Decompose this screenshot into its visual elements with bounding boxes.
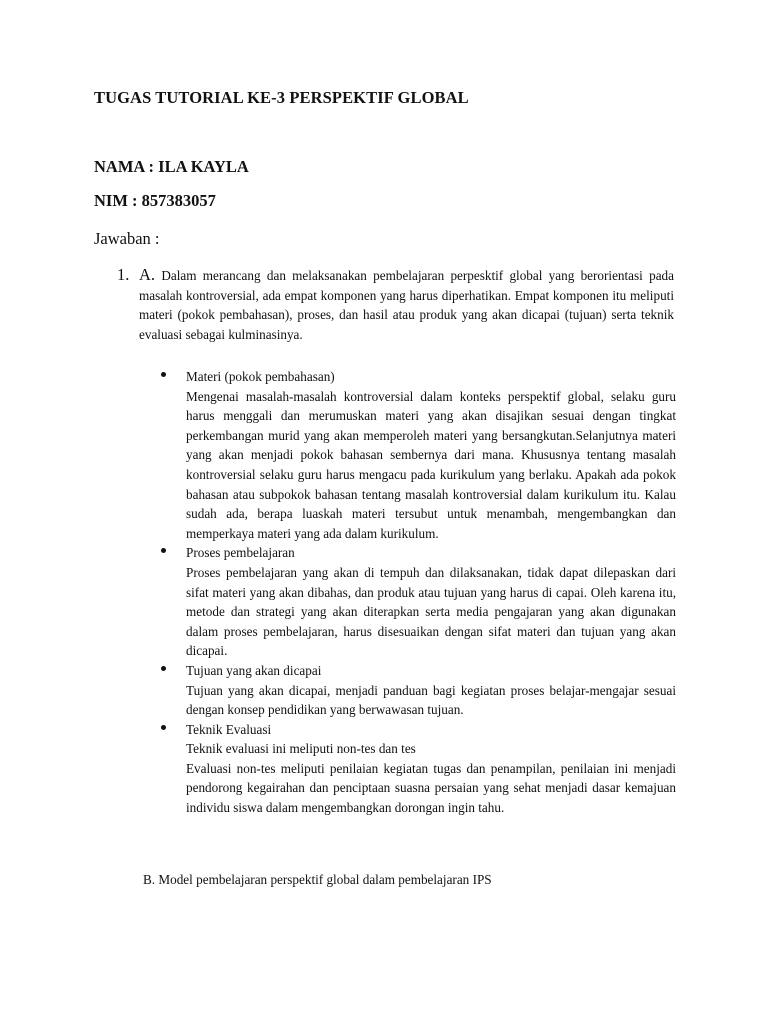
question-1-letter: A.	[139, 265, 156, 284]
question-1-part-b: B. Model pembelajaran perspektif global dalam pembelajaran IPS	[143, 872, 492, 887]
list-item	[161, 720, 676, 818]
student-name: NAMA : ILA KAYLA	[94, 157, 249, 176]
list-item	[161, 543, 676, 661]
component-title: Teknik Evaluasi	[186, 721, 272, 737]
bullet-icon	[161, 548, 166, 553]
component-text: Mengenai masalah-masalah kontroversial dalam konteks perspektif global, selaku guru harus menggali dan merumuskan materi yang akan disajikan sesuai dengan tingkat perkembangan murid yang akan memperoleh materi yang bersangkutan.Selanjutnya materi yang akan menjadi pokok bahasan sembernya dari mana. Khususnya tentang masalah kontroversial selaku guru harus mengacu pada kurikulum yang berlaku. Apakah ada pokok bahasan atau subpokok bahasan tentang masalah kontroversial dalam kurikulum itu. Kalau sudah ada, berapa luaskah materi tersubut untuk menambah, mengembangkan dan memperkaya materi yang ada dalam kurikulum.	[186, 388, 676, 541]
component-list	[161, 367, 676, 818]
component-text: Proses pembelajaran yang akan di tempuh dan dilaksanakan, tidak dapat dilepaskan dari sifat materi yang akan dibahas, dan produk atau tujuan yang harus di capai. Oleh karena itu, metode dan strategi yang akan diterapkan serta media pengajaran yang akan digunakan dalam proses pembelajaran, harus disesuaikan dengan sifat materi dan tujuan yang akan dicapai.	[186, 564, 676, 659]
component-text: Evaluasi non-tes meliputi penilaian kegiatan tugas dan penampilan, penilaian ini menjadi pendorong kegairahan dan penciptaan suasna persaian yang sehat menjadi dasar kemajuan individu siswa dalam mengembangkan dorongan ingin tahu.	[186, 760, 676, 816]
component-text: Tujuan yang akan dicapai, menjadi panduan bagi kegiatan proses belajar-mengajar sesuai dengan konsep pendidikan yang berwawasan tujuan.	[186, 682, 676, 718]
question-1-intro-text: Dalam merancang dan melaksanakan pembelajaran perpesktif global yang berorientasi pada masalah kontroversial, ada empat komponen yang harus diperhatikan. Empat komponen itu meliputi materi (pokok pembahasan), proses, dan hasil atau produk yang akan dicapai (tujuan) serta teknik evaluasi sebagai kulminasinya.	[139, 268, 674, 342]
list-item	[161, 367, 676, 543]
question-1-intro	[139, 265, 674, 344]
bullet-icon	[161, 372, 166, 377]
component-title: Proses pembelajaran	[186, 545, 295, 561]
list-item	[161, 661, 676, 720]
component-subtitle: Teknik evaluasi ini meliputi non-tes dan tes	[186, 741, 416, 757]
document-title: TUGAS TUTORIAL KE-3 PERSPEKTIF GLOBAL	[94, 88, 469, 107]
component-title: Tujuan yang akan dicapai	[186, 662, 322, 678]
student-nim: NIM : 857383057	[94, 191, 216, 210]
answer-label: Jawaban :	[94, 229, 160, 248]
component-title: Materi (pokok pembahasan)	[186, 369, 335, 384]
question-1-number: 1.	[117, 265, 130, 284]
bullet-icon	[161, 725, 166, 730]
bullet-icon	[161, 666, 166, 671]
